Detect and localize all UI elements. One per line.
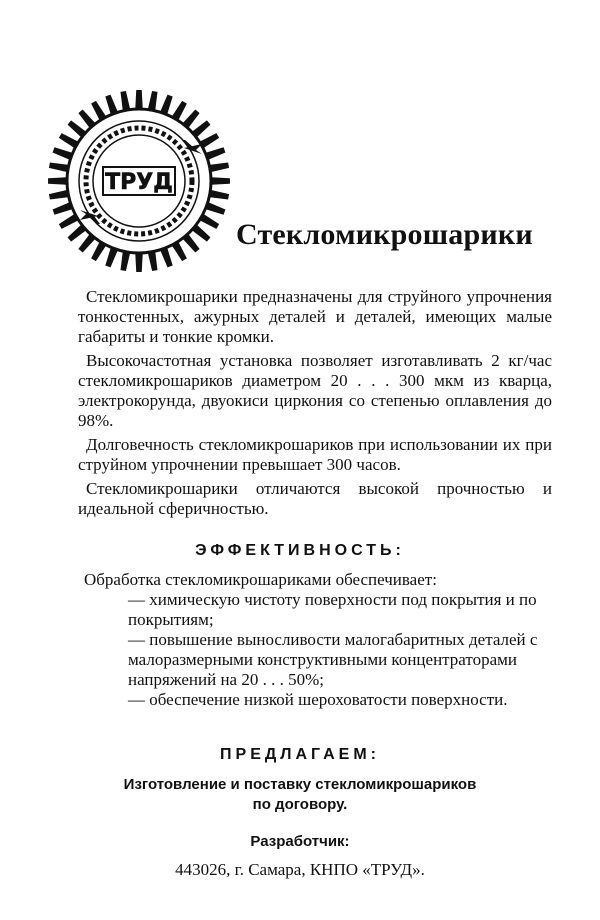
page-title: Стекломикрошарики [236, 218, 533, 251]
offer-line-1: Изготовление и поставку стекломикрошариков [123, 776, 477, 793]
efficiency-list [128, 590, 548, 710]
paragraph-4: Стекломикрошарики отличаются высокой прочностью и идеальной сферичностью. [78, 479, 552, 518]
intro-text [78, 287, 552, 523]
efficiency-lead: Обработка стекломикрошариками обеспечивает: [84, 570, 437, 589]
developer-address: 443026, г. Самара, КНПО «ТРУД». [175, 860, 425, 879]
list-item: — повышение выносливости малогабаритных деталей с малоразмерными конструктивными концентраторами напряжений на 20 . . . 50%; [128, 630, 538, 689]
efficiency-heading: ЭФФЕКТИВНОСТЬ: [195, 542, 405, 559]
paragraph-2: Высокочастотная установка позволяет изготавливать 2 кг/час стекломикрошариков диаметром 20 . . . 300 мкм из кварца, электрокорунда, двуокиси циркония со степенью оплавления до 98%. [78, 351, 552, 430]
list-item: — химическую чистоту поверхности под покрытия и по покрытиям; [128, 590, 537, 629]
paragraph-3: Долговечность стекломикрошариков при использовании их при струйном упрочнении превышает 300 часов. [78, 435, 552, 474]
trud-gear-emblem-icon [46, 88, 232, 274]
offer-line-2: по договору. [252, 796, 348, 813]
list-item: — обеспечение низкой шероховатости поверхности. [128, 690, 508, 709]
offer-heading: ПРЕДЛАГАЕМ: [220, 746, 380, 763]
logo-text: ТРУД [105, 170, 173, 195]
paragraph-1: Стекломикрошарики предназначены для струйного упрочнения тонкостенных, ажурных деталей и деталей, имеющих малые габариты и тонкие кромки. [78, 287, 552, 346]
developer-label: Разработчик: [250, 833, 350, 850]
